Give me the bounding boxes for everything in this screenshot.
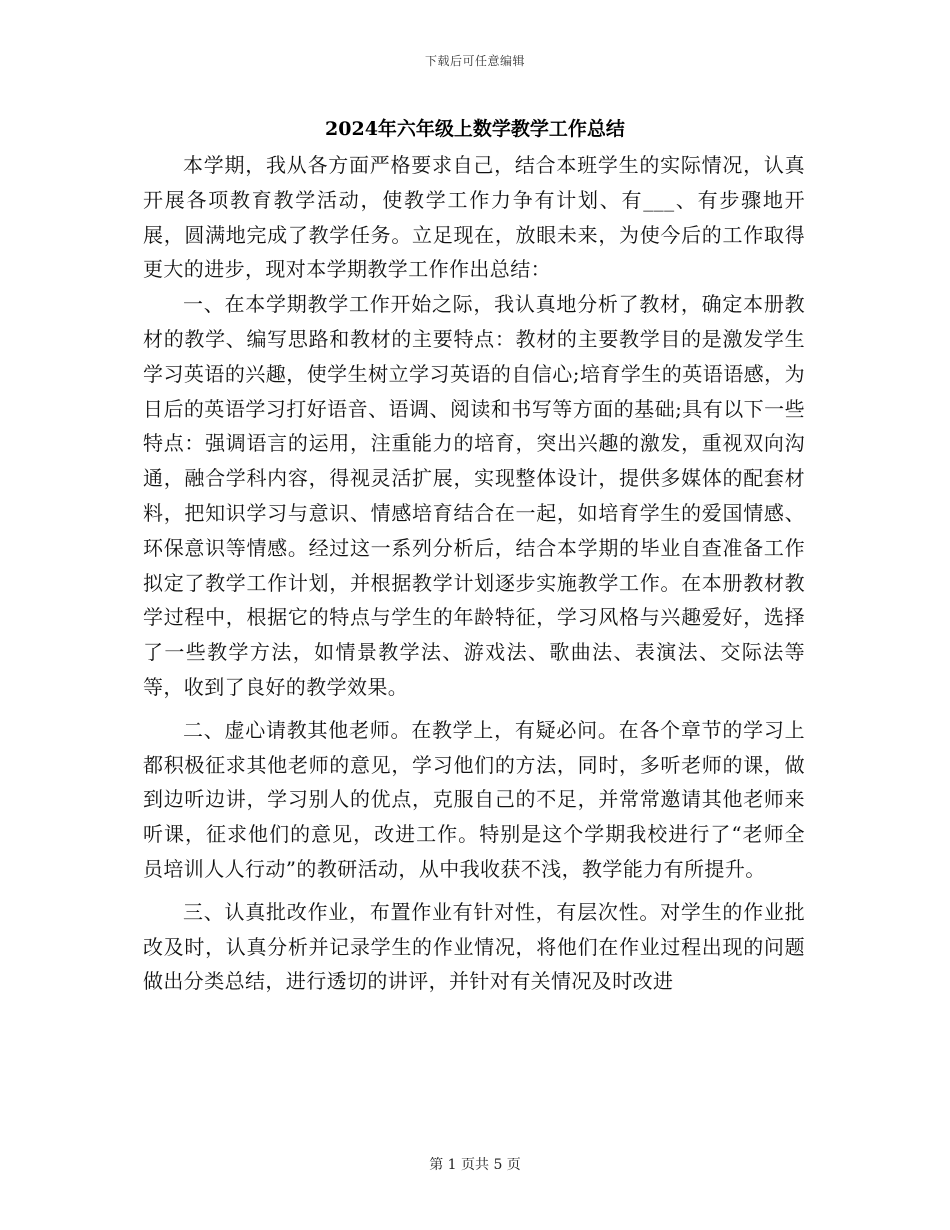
header-note: 下载后可任意编辑 [424, 54, 525, 68]
paragraph-intro: 本学期，我从各方面严格要求自己，结合本班学生的实际情况，认真开展各项教育教学活动，使教学工作力争有计划、有___、有步骤地开展，圆满地完成了教学任务。立足现在，放眼未来，为使今后的工作取得更大的进步，现对本学期教学工作作出总结： [143, 153, 805, 282]
paragraph-section-3: 三、认真批改作业，布置作业有针对性，有层次性。对学生的作业批改及时，认真分析并记录学生的作业情况，将他们在作业过程出现的问题做出分类总结，进行透切的讲评，并针对有关情况及时改进 [143, 899, 805, 994]
document-title: 2024年六年级上数学教学工作总结 [325, 118, 625, 140]
page-indicator: 第 1 页共 5 页 [429, 1157, 521, 1173]
paragraph-section-1: 一、在本学期教学工作开始之际，我认真地分析了教材，确定本册教材的教学、编写思路和教材的主要特点：教材的主要教学目的是激发学生学习英语的兴趣，使学生树立学习英语的自信心;培育学生的英语语感，为日后的英语学习打好语音、语调、阅读和书写等方面的基础;具有以下一些特点：强调语言的运用，注重能力的培育，突出兴趣的激发，重视双向沟通，融合学科内容，得视灵活扩展，实现整体设计，提供多媒体的配套材料，把知识学习与意识、情感培育结合在一起，如培育学生的爱国情感、环保意识等情感。经过这一系列分析后，结合本学期的毕业自查准备工作拟定了教学工作计划，并根据教学计划逐步实施教学工作。在本册教材教学过程中，根据它的特点与学生的年龄特征，学习风格与兴趣爱好，选择了一些教学方法，如情景教学法、游戏法、歌曲法、表演法、交际法等等，收到了良好的教学效果。 [143, 292, 805, 699]
paragraph-section-2: 二、虚心请教其他老师。在教学上，有疑必问。在各个章节的学习上都积极征求其他老师的意见，学习他们的方法，同时，多听老师的课，做到边听边讲，学习别人的优点，克服自己的不足，并常常邀请其他老师来听课，征求他们的意见，改进工作。特别是这个学期我校进行了“老师全员培训人人行动”的教研活动，从中我收获不浅，教学能力有所提升。 [143, 717, 805, 881]
document-body [143, 148, 805, 999]
